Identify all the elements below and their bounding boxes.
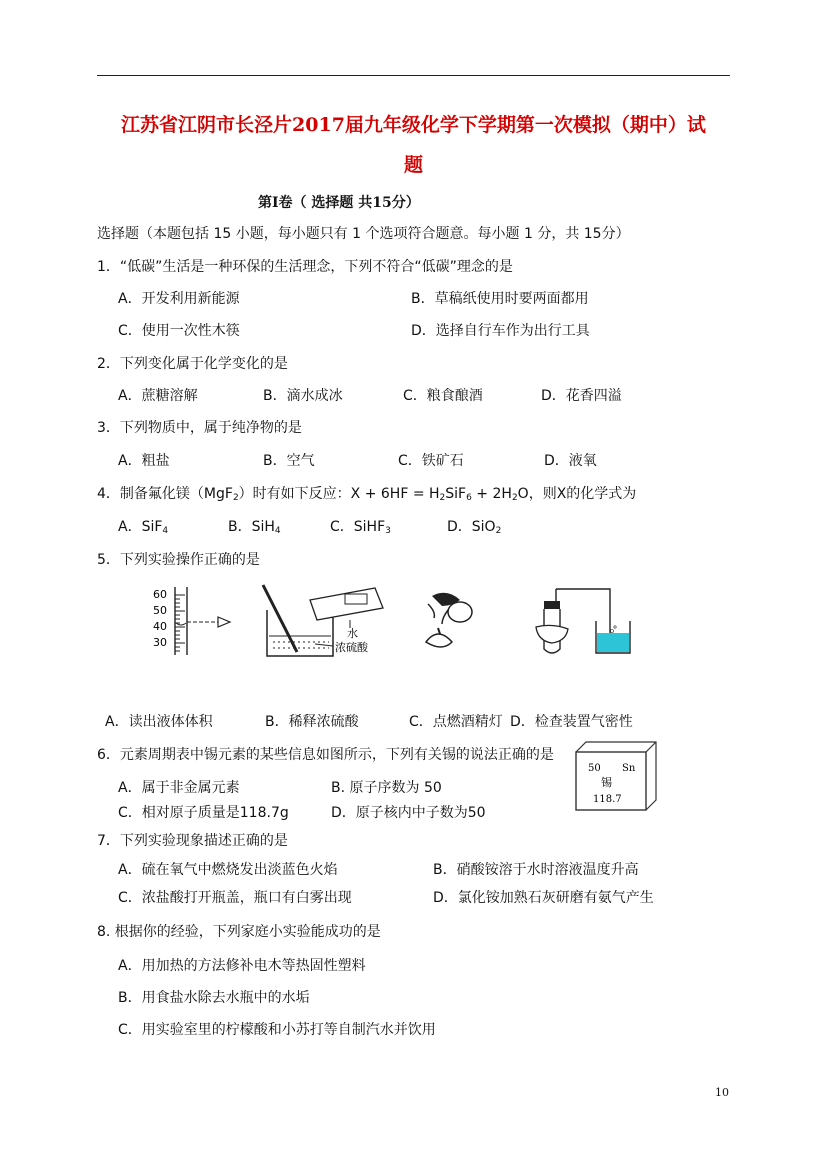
header-rule [97, 75, 730, 76]
q3-option-b: B．空气 [263, 453, 315, 469]
page-number: 10 [715, 1086, 729, 1099]
q8-option-c: C．用实验室里的柠檬酸和小苏打等自制汽水并饮用 [118, 1022, 436, 1038]
q8-option-b: B．用食盐水除去水瓶中的水垢 [118, 990, 310, 1006]
q7-option-c: C．浓盐酸打开瓶盖，瓶口有白雾出现 [118, 890, 352, 906]
q1-stem: 1．“低碳”生活是一种环保的生活理念，下列不符合“低碳”理念的是 [97, 259, 513, 275]
q3-option-d: D．液氧 [544, 453, 597, 469]
q6-option-c: C．相对原子质量是118.7g [118, 805, 289, 821]
q4-option-c: C．SiHF$_3$ [330, 519, 391, 536]
beaker-water [597, 633, 629, 652]
scale-label-60: 60 [153, 588, 167, 601]
element-name: 锡 [601, 776, 612, 789]
q3-option-c: C．铁矿石 [398, 453, 464, 469]
q4-option-d: D．SiO$_2$ [447, 519, 502, 536]
q2-option-a: A．蔗糖溶解 [118, 388, 198, 404]
q2-option-b: B．滴水成冰 [263, 388, 343, 404]
q1-option-b: B．草稿纸使用时要两面都用 [411, 291, 589, 307]
q8-stem: 8. 根据你的经验，下列家庭小实验能成功的是 [97, 924, 381, 940]
page-title-line2: 题 [403, 154, 423, 176]
label-conc-acid: 浓硫酸 [335, 641, 368, 654]
instructions: 选择题（本题包括 15 小题，每小题只有 1 个选项符合题意。每小题 1 分，共 15分） [97, 226, 630, 242]
q1-option-d: D．选择自行车作为出行工具 [411, 323, 590, 339]
label-water: 水 [347, 627, 358, 640]
q2-option-d: D．花香四溢 [541, 388, 622, 404]
q7-stem: 7．下列实验现象描述正确的是 [97, 833, 288, 849]
q2-option-c: C．粮食酿酒 [403, 388, 483, 404]
q4-stem: 4．制备氟化镁（MgF$_2$）时有如下反应：$X + 6HF = H_2SiF_6 + 2H_2O$，则X的化学式为 [97, 486, 637, 503]
hand-icon [536, 625, 568, 643]
eye-icon [218, 617, 230, 627]
q3-option-a: A．粗盐 [118, 453, 170, 469]
scale-label-30: 30 [153, 636, 167, 649]
q1-option-c: C．使用一次性木筷 [118, 323, 240, 339]
page-title-line1: 江苏省江阴市长泾片2017届九年级化学下学期第一次模拟（期中）试 [121, 114, 706, 136]
figure-read-volume [140, 585, 240, 660]
figure-alcohol-lamp [412, 588, 492, 660]
q6-stem: 6．元素周期表中锡元素的某些信息如图所示，下列有关锡的说法正确的是 [97, 747, 554, 763]
lamp-icon [426, 634, 452, 647]
q8-option-a: A．用加热的方法修补电木等热固性塑料 [118, 958, 366, 974]
scale-label-40: 40 [153, 620, 167, 633]
q4-option-a: A．SiF$_4$ [118, 519, 169, 536]
element-tile-tin [574, 740, 658, 812]
element-symbol: Sn [622, 763, 636, 774]
q1-option-a: A．开发利用新能源 [118, 291, 240, 307]
q4-option-b: B．SiH$_4$ [228, 519, 281, 536]
q5-option-b: B．稀释浓硫酸 [265, 714, 359, 730]
q6-option-d: D．原子核内中子数为50 [331, 805, 486, 821]
q6-option-b: B. 原子序数为 50 [331, 780, 442, 796]
q5-stem: 5．下列实验操作正确的是 [97, 552, 260, 568]
q7-option-a: A．硫在氧气中燃烧发出淡蓝色火焰 [118, 862, 338, 878]
atomic-number: 50 [588, 763, 601, 774]
q5-option-c: C．点燃酒精灯 [409, 714, 503, 730]
q5-option-a: A．读出液体体积 [105, 714, 213, 730]
atomic-mass: 118.7 [593, 794, 622, 805]
q3-stem: 3．下列物质中，属于纯净物的是 [97, 420, 302, 436]
q7-option-d: D．氯化铵加熟石灰研磨有氨气产生 [433, 890, 654, 906]
figure-dilute-acid [255, 580, 415, 662]
scale-label-50: 50 [153, 604, 167, 617]
section-heading: 第Ⅰ卷（ 选择题 共15分） [258, 195, 420, 211]
q5-option-d: D．检查装置气密性 [510, 714, 633, 730]
q2-stem: 2．下列变化属于化学变化的是 [97, 356, 288, 372]
figure-airtightness [522, 583, 642, 663]
q7-option-b: B．硝酸铵溶于水时溶液温度升高 [433, 862, 639, 878]
q6-option-a: A．属于非金属元素 [118, 780, 240, 796]
